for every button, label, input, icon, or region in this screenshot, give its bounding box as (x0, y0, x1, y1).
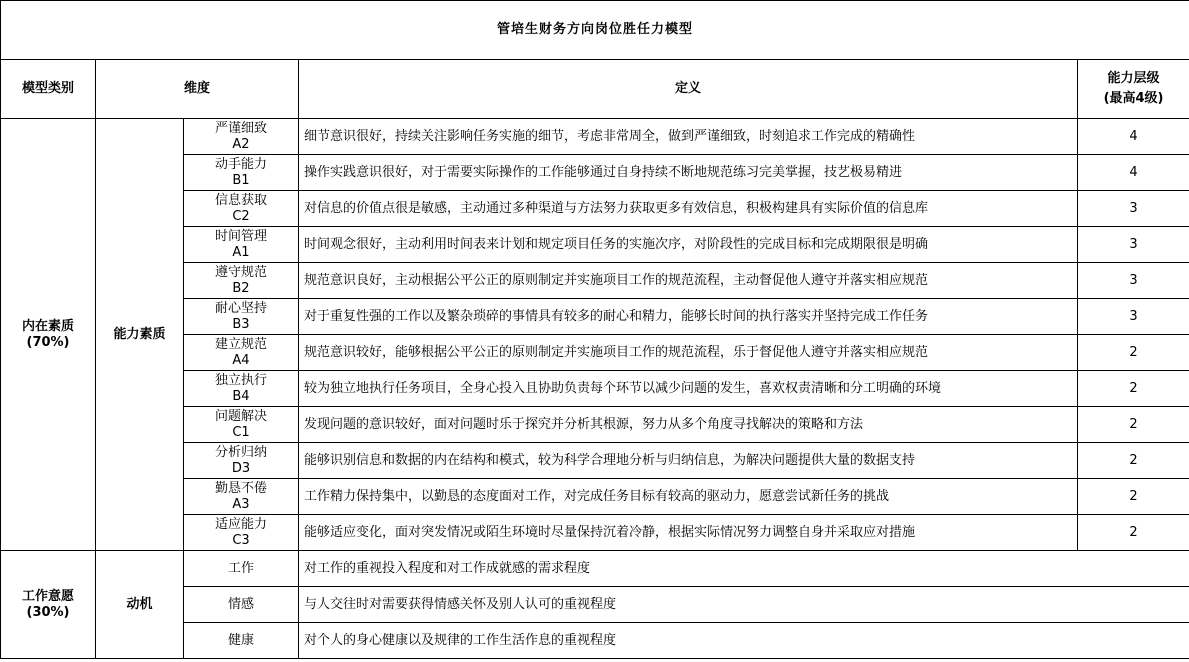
dimension-cell (184, 443, 299, 479)
header-dimension: 维度 (96, 60, 299, 119)
definition-cell: 对个人的身心健康以及规律的工作生活作息的重视程度 (299, 623, 1078, 659)
dimension-cell (184, 227, 299, 263)
definition-cell: 细节意识很好，持续关注影响任务实施的细节，考虑非常周全，做到严谨细致，时刻追求工作完成的精确性 (299, 119, 1078, 155)
category-weight: (70%) (26, 334, 70, 350)
dimension-cell (184, 119, 299, 155)
dimension-name: 耐心坚持 (214, 300, 267, 316)
dimension-code: A4 (232, 352, 250, 368)
subgroup-cell: 动机 (96, 551, 184, 659)
dimension-name: 动手能力 (214, 156, 267, 172)
definition-cell: 操作实践意识很好，对于需要实际操作的工作能够通过自身持续不断地规范练习完美掌握，技艺极易精进 (299, 155, 1078, 191)
category-name: 内在素质 (21, 318, 74, 334)
dimension-cell (184, 299, 299, 335)
definition-cell: 能够识别信息和数据的内在结构和模式，较为科学合理地分析与归纳信息，为解决问题提供大量的数据支持 (299, 443, 1078, 479)
level-cell: 2 (1078, 515, 1189, 551)
dimension-name: 勤恳不倦 (214, 480, 267, 496)
dimension-code: A3 (232, 496, 250, 512)
dimension-cell (184, 335, 299, 371)
definition-cell: 工作精力保持集中，以勤恳的态度面对工作，对完成任务目标有较高的驱动力，愿意尝试新任务的挑战 (299, 479, 1078, 515)
dimension-code: B1 (232, 172, 250, 188)
level-cell: 4 (1078, 155, 1189, 191)
dimension-code: C2 (232, 208, 250, 224)
header-level-line1: 能力层级 (1107, 71, 1160, 86)
definition-cell: 较为独立地执行任务项目，全身心投入且协助负责每个环节以减少问题的发生，喜欢权责清晰和分工明确的环境 (299, 371, 1078, 407)
level-cell: 2 (1078, 371, 1189, 407)
definition-cell: 规范意识良好，主动根据公平公正的原则制定并实施项目工作的规范流程，主动督促他人遵守并落实相应规范 (299, 263, 1078, 299)
header-category: 模型类别 (1, 60, 96, 119)
header-level (1078, 60, 1189, 119)
dimension-code: A1 (232, 244, 250, 260)
category-weight: (30%) (26, 604, 70, 620)
level-cell: 2 (1078, 479, 1189, 515)
dimension-name: 严谨细致 (214, 120, 267, 136)
dimension-cell (184, 371, 299, 407)
dimension-cell (184, 191, 299, 227)
dimension-name: 适应能力 (214, 516, 267, 532)
dimension-code: C3 (232, 532, 250, 548)
subgroup-cell: 能力素质 (96, 119, 184, 551)
table-row (1, 119, 1189, 155)
dimension-code: B3 (232, 316, 250, 332)
definition-cell: 时间观念很好，主动利用时间表来计划和规定项目任务的实施次序，对阶段性的完成目标和完成期限很是明确 (299, 227, 1078, 263)
level-cell: 3 (1078, 263, 1189, 299)
dimension-cell (184, 515, 299, 551)
dimension-name: 情感 (227, 596, 254, 612)
level-cell: 3 (1078, 191, 1189, 227)
dimension-name: 时间管理 (214, 228, 267, 244)
header-definition: 定义 (299, 60, 1078, 119)
level-cell: 3 (1078, 227, 1189, 263)
dimension-cell (184, 623, 299, 659)
dimension-name: 工作 (227, 560, 254, 576)
level-cell: 3 (1078, 299, 1189, 335)
dimension-code: A2 (232, 136, 250, 152)
level-cell: 2 (1078, 443, 1189, 479)
category-cell (1, 119, 96, 551)
definition-cell: 对于重复性强的工作以及繁杂琐碎的事情具有较多的耐心和精力，能够长时间的执行落实并坚持完成工作任务 (299, 299, 1078, 335)
definition-cell: 规范意识较好，能够根据公平公正的原则制定并实施项目工作的规范流程，乐于督促他人遵守并落实相应规范 (299, 335, 1078, 371)
dimension-cell (184, 263, 299, 299)
dimension-name: 问题解决 (214, 408, 267, 424)
category-name: 工作意愿 (21, 588, 74, 604)
dimension-cell (184, 479, 299, 515)
level-cell (1078, 587, 1189, 623)
table-row (1, 551, 1189, 587)
page-title: 管培生财务方向岗位胜任力模型 (1, 1, 1189, 60)
category-cell (1, 551, 96, 659)
level-cell (1078, 551, 1189, 587)
dimension-code: C1 (232, 424, 250, 440)
dimension-code: B4 (232, 388, 250, 404)
definition-cell: 对工作的重视投入程度和对工作成就感的需求程度 (299, 551, 1078, 587)
dimension-code: D3 (231, 460, 251, 476)
level-cell: 4 (1078, 119, 1189, 155)
level-cell: 2 (1078, 407, 1189, 443)
definition-cell: 对信息的价值点很是敏感，主动通过多种渠道与方法努力获取更多有效信息，积极构建具有实际价值的信息库 (299, 191, 1078, 227)
definition-cell: 与人交往时对需要获得情感关怀及别人认可的重视程度 (299, 587, 1078, 623)
dimension-cell (184, 587, 299, 623)
dimension-cell (184, 407, 299, 443)
header-level-line2: (最高4级) (1103, 91, 1164, 106)
dimension-name: 健康 (227, 632, 254, 648)
dimension-cell (184, 155, 299, 191)
definition-cell: 发现问题的意识较好，面对问题时乐于探究并分析其根源，努力从多个角度寻找解决的策略和方法 (299, 407, 1078, 443)
dimension-cell (184, 551, 299, 587)
level-cell (1078, 623, 1189, 659)
dimension-name: 建立规范 (214, 336, 267, 352)
dimension-name: 独立执行 (214, 372, 267, 388)
dimension-name: 分析归纳 (214, 444, 267, 460)
dimension-code: B2 (232, 280, 250, 296)
level-cell: 2 (1078, 335, 1189, 371)
definition-cell: 能够适应变化，面对突发情况或陌生环境时尽量保持沉着冷静，根据实际情况努力调整自身并采取应对措施 (299, 515, 1078, 551)
dimension-name: 遵守规范 (214, 264, 267, 280)
dimension-name: 信息获取 (214, 192, 267, 208)
